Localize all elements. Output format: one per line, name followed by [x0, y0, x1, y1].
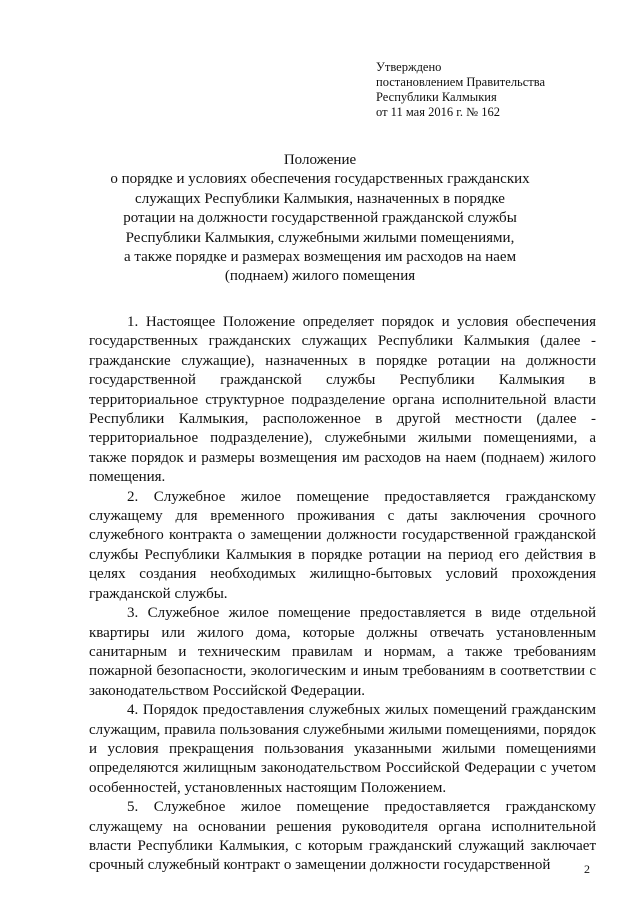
page-number: 2: [584, 862, 590, 876]
paragraph-3: 3. Служебное жилое помещение предоставляется в виде отдельной квартиры или жилого дома, которые должны отвечать установленным санитарным и техническим правилам и нормам, а также требованиям пожарной безопасности, экологическим и иным требованиям в соответствии с законодательством Российской Федерации.: [89, 605, 596, 699]
approval-line: Утверждено: [376, 60, 442, 74]
document-body: [89, 313, 596, 876]
title-line: Положение: [283, 152, 357, 168]
title-line: а также порядке и размерах возмещения им расходов на наем: [123, 249, 517, 266]
title-line: ротации на должности государственной гражданской службы: [123, 210, 517, 227]
approval-stamp: [376, 60, 545, 120]
paragraph-1: 1. Настоящее Положение определяет порядок и условия обеспечения государственных гражданских служащих Республики Калмыкия (далее - гражданские служащие), назначенных в порядке ротации на должности государственной гражданской службы Республики Калмыкия в территориальное структурное подразделение органа исполнительной власти Республики Калмыкия, расположенное в другой местности (далее - территориальное подразделение), служебными жилыми помещениями, а также порядок и размеры возмещения им расходов на наем (поднаем) жилого помещения.: [89, 314, 596, 486]
title-line: Республики Калмыкия, служебными жилыми помещениями,: [125, 229, 515, 246]
title-line: о порядке и условиях обеспечения государственных гражданских: [110, 171, 530, 188]
title-line: служащих Республики Калмыкия, назначенных в порядке: [135, 190, 505, 207]
document-title: [100, 151, 540, 287]
paragraph-4: 4. Порядок предоставления служебных жилых помещений гражданским служащим, правила пользования служебными жилыми помещениями, порядок и условия прекращения пользования указанными жилыми помещениями определяются жилищным законодательством Российской Федерации с учетом особенностей, установленных настоящим Положением.: [89, 702, 596, 796]
approval-line: Республики Калмыкия: [376, 90, 497, 104]
approval-line: от 11 мая 2016 г. № 162: [376, 105, 500, 119]
title-line: (поднаем) жилого помещения: [224, 268, 416, 285]
paragraph-5: 5. Служебное жилое помещение предоставляется гражданскому служащему на основании решения руководителя органа исполнительной власти Республики Калмыкия, с которым гражданский служащий заключает срочный служебный контракт о замещении должности государственной: [89, 799, 596, 874]
paragraph-2: 2. Служебное жилое помещение предоставляется гражданскому служащему для временного проживания с даты заключения срочного служебного контракта о замещении должности государственной гражданской службы Республики Калмыкия в порядке ротации на период его действия в целях создания необходимых жилищно-бытовых условий прохождения гражданской службы.: [89, 488, 596, 602]
approval-line: постановлением Правительства: [376, 75, 546, 89]
